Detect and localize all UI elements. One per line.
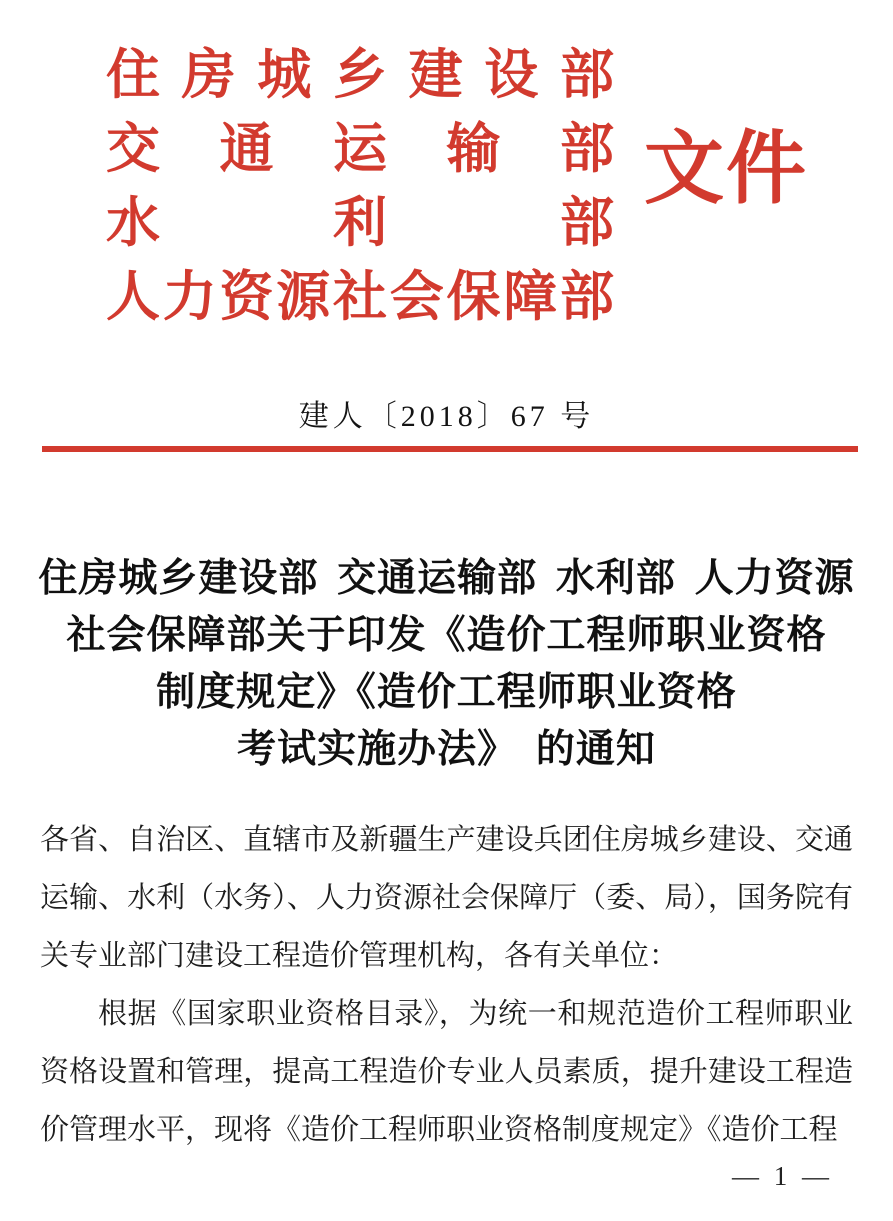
document-title (0, 550, 893, 778)
department-name-mohurd: 住 房 城 乡 建 设 部 (106, 45, 614, 105)
document-number: 建人〔2018〕67 号 (298, 400, 595, 433)
title-line-2: 社会保障部关于印发《造价工程师职业资格 (66, 614, 827, 657)
title-line-1: 住房城乡建设部 交通运输部 水利部 人力资源 (38, 557, 855, 600)
document-type-label: 文件 (644, 126, 808, 214)
red-divider-line (42, 446, 858, 452)
issuing-departments (106, 38, 614, 334)
department-name-water: 水 利 部 (106, 193, 614, 253)
department-name-transport: 交 通 运 输 部 (106, 119, 614, 179)
body-paragraph: 根据《国家职业资格目录》，为统一和规范造价工程师职业资格设置和管理，提高工程造价专业人员素质，提升建设工程造价管理水平，现将《造价工程师职业资格制度规定》《造价工程 (40, 998, 853, 1146)
title-line-4: 考试实施办法》 的通知 (237, 728, 656, 771)
page-number: — 1 — (732, 1161, 833, 1191)
department-name-hrss: 人 力 资 源 社 会 保 障 部 (106, 267, 614, 327)
page-footer (0, 1161, 893, 1191)
document-body (40, 811, 853, 1159)
title-line-3: 制度规定》《造价工程师职业资格 (156, 671, 737, 714)
document-masthead (106, 38, 893, 334)
salutation-paragraph: 各省、自治区、直辖市及新疆生产建设兵团住房城乡建设、交通运输、水利（水务）、人力资源社会保障厅（委、局），国务院有关专业部门建设工程造价管理机构，各有关单位： (40, 824, 853, 972)
